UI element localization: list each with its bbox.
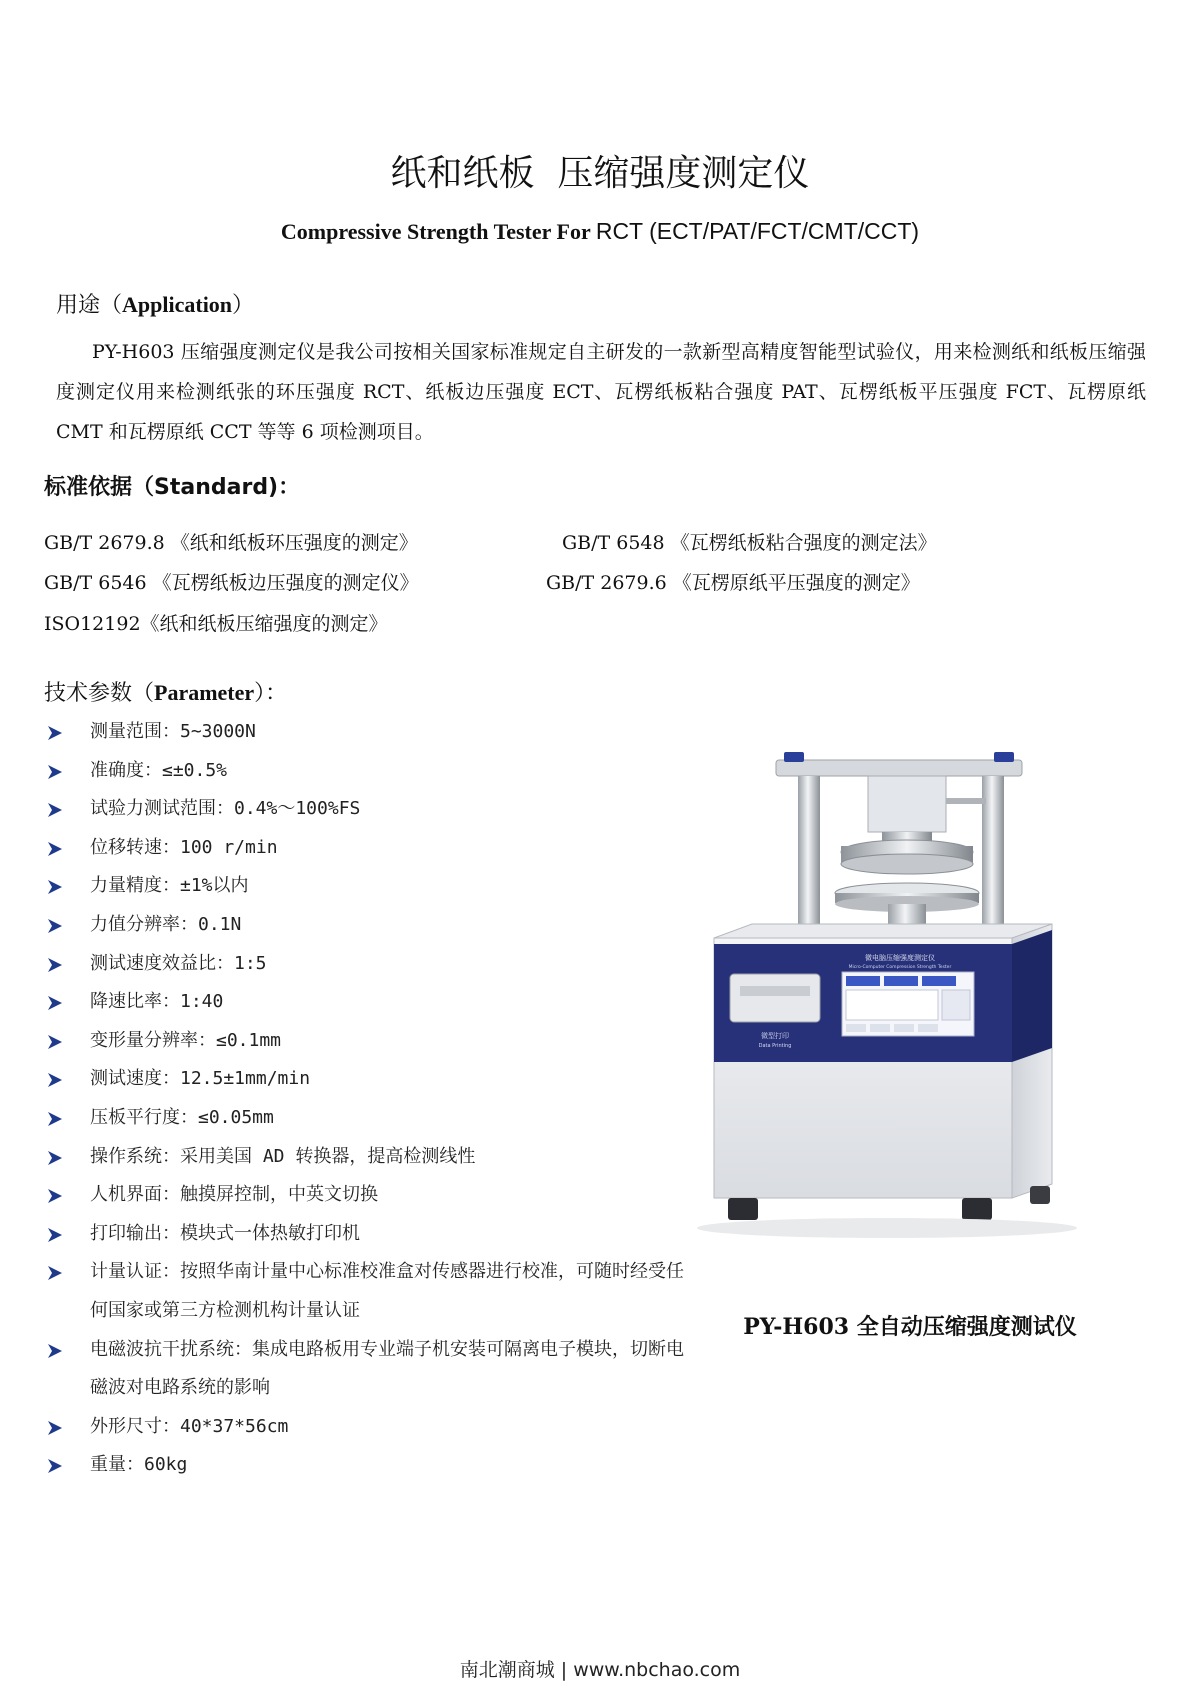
- parameter-text: 测试速度：12.5±1mm/min: [90, 1068, 311, 1090]
- standard-item: GB/T 6546 《瓦楞纸板边压强度的测定仪》: [44, 572, 419, 594]
- arrow-bullet-icon: [46, 840, 64, 858]
- parameter-item: [44, 1138, 684, 1177]
- parameter-text: 电磁波抗干扰系统：集成电路板用专业端子机安装可隔离电子模块，切断电磁波对电路系统的影响: [90, 1338, 684, 1399]
- parameter-text: 操作系统：采用美国 AD 转换器，提高检测线性: [90, 1145, 476, 1167]
- subtitle-bold: Compressive Strength Tester For: [280, 219, 596, 244]
- parameter-item: [44, 867, 684, 906]
- parameter-text: 力量精度：±1%以内: [90, 875, 249, 897]
- parameter-item: [44, 790, 684, 829]
- parameter-item: [44, 1253, 684, 1330]
- arrow-bullet-icon: [46, 878, 64, 896]
- arrow-bullet-icon: [46, 994, 64, 1012]
- page-title: 纸和纸板 压缩强度测定仪: [390, 153, 810, 194]
- product-caption: PY-H603 全自动压缩强度测试仪: [743, 1314, 1077, 1340]
- parameter-text: 重量：60kg: [90, 1454, 188, 1476]
- arrow-bullet-icon: [46, 1457, 64, 1475]
- arrow-bullet-icon: [46, 1071, 64, 1089]
- arrow-bullet-icon: [46, 801, 64, 819]
- parameter-item: [44, 1060, 684, 1099]
- standard-heading: 标准依据（Standard)：: [44, 475, 301, 500]
- screen-subtitle: Micro-Computer Compression Strength Tester: [848, 965, 952, 970]
- standard-item: GB/T 6548 《瓦楞纸板粘合强度的测定法》: [562, 532, 937, 554]
- arrow-bullet-icon: [46, 724, 64, 742]
- arrow-bullet-icon: [46, 917, 64, 935]
- printer-label: 微型打印: [761, 1032, 789, 1040]
- parameter-text: 准确度：≤±0.5%: [90, 759, 228, 781]
- parameter-text: 外形尺寸：40*37*56cm: [90, 1415, 289, 1437]
- arrow-bullet-icon: [46, 956, 64, 974]
- arrow-bullet-icon: [46, 1419, 64, 1437]
- parameter-item: [44, 829, 684, 868]
- application-text: PY-H603 压缩强度测定仪是我公司按相关国家标准规定自主研发的一款新型高精度智能型试验仪，用来检测纸和纸板压缩强度测定仪用来检测纸张的环压强度 RCT、纸板边压强度 ECT、瓦楞纸板粘合强度 PAT、瓦楞纸板平压强度 FCT、瓦楞原纸 CMT 和瓦楞原纸 CCT 等等 6 项检测项目。: [56, 341, 1146, 443]
- footer: 南北潮商城 | www.nbchao.com: [459, 1659, 741, 1681]
- parameter-text: 试验力测试范围：0.4%～100%FS: [90, 798, 361, 820]
- parameter-item: [44, 1215, 684, 1254]
- parameter-item: [44, 945, 684, 984]
- parameter-list: [44, 713, 684, 1485]
- parameter-text: 打印输出：模块式一体热敏打印机: [90, 1222, 360, 1244]
- screen-title: 微电脑压缩强度测定仪: [865, 954, 935, 962]
- printer-label-en: Data Printing: [758, 1043, 792, 1049]
- application-heading: 用途（Application）: [56, 292, 255, 318]
- parameter-item: [44, 1176, 684, 1215]
- standard-item: GB/T 2679.8 《纸和纸板环压强度的测定》: [44, 532, 418, 554]
- parameter-heading: 技术参数（Parameter）：: [44, 680, 288, 706]
- parameter-item: [44, 906, 684, 945]
- parameter-text: 测试速度效益比：1:5: [90, 952, 267, 974]
- parameter-text: 计量认证：按照华南计量中心标准校准盒对传感器进行校准，可随时经受任何国家或第三方检测机构计量认证: [90, 1261, 684, 1321]
- arrow-bullet-icon: [46, 1342, 64, 1360]
- subtitle-rest: RCT (ECT/PAT/FCT/CMT/CCT): [595, 218, 920, 244]
- product-image: [692, 748, 1112, 1258]
- parameter-text: 压板平行度：≤0.05mm: [90, 1106, 274, 1128]
- standard-item: GB/T 2679.6 《瓦楞原纸平压强度的测定》: [546, 572, 920, 594]
- arrow-bullet-icon: [46, 1187, 64, 1205]
- arrow-bullet-icon: [46, 1110, 64, 1128]
- parameter-item: [44, 1331, 684, 1408]
- parameter-item: [44, 1022, 684, 1061]
- parameter-text: 测量范围：5~3000N: [90, 721, 256, 742]
- parameter-item: [44, 713, 684, 752]
- parameter-item: [44, 752, 684, 791]
- parameter-item: [44, 1408, 684, 1447]
- standard-item: ISO12192《纸和纸板压缩强度的测定》: [44, 613, 388, 635]
- parameter-text: 力值分辨率：0.1N: [90, 913, 242, 935]
- parameter-text: 降速比率：1:40: [90, 991, 224, 1013]
- arrow-bullet-icon: [46, 1264, 64, 1282]
- arrow-bullet-icon: [46, 1033, 64, 1051]
- parameter-text: 位移转速：100 r/min: [90, 836, 278, 858]
- parameter-item: [44, 1099, 684, 1138]
- parameter-text: 变形量分辨率：≤0.1mm: [90, 1029, 282, 1051]
- parameter-item: [44, 1446, 684, 1485]
- arrow-bullet-icon: [46, 763, 64, 781]
- arrow-bullet-icon: [46, 1226, 64, 1244]
- parameter-item: [44, 983, 684, 1022]
- page-subtitle: [0, 218, 1200, 245]
- parameter-text: 人机界面：触摸屏控制，中英文切换: [90, 1184, 378, 1206]
- arrow-bullet-icon: [46, 1149, 64, 1167]
